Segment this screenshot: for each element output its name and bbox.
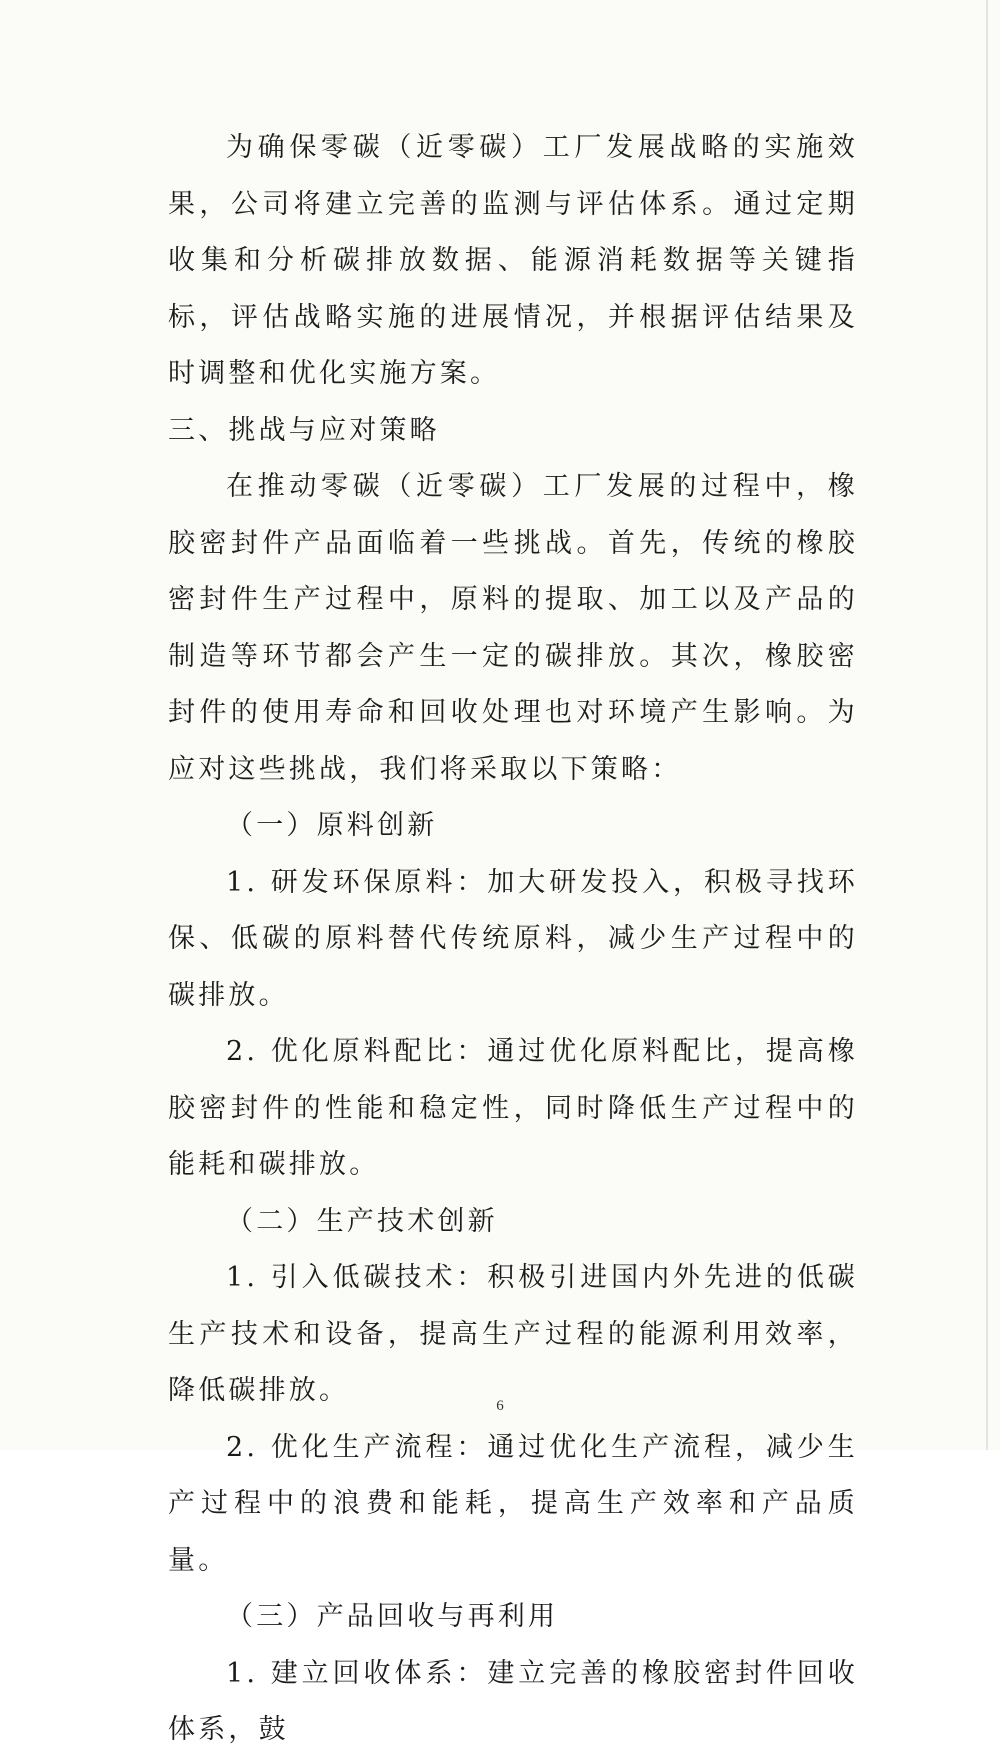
- paragraph-material-ratio: 2. 优化原料配比：通过优化原料配比，提高橡胶密封件的性能和稳定性，同时降低生产过程中的能耗和碳排放。: [168, 1036, 858, 1180]
- paragraph-low-carbon-tech: 1. 引入低碳技术：积极引进国内外先进的低碳生产技术和设备，提高生产过程的能源利用效率，降低碳排放。: [168, 1262, 858, 1406]
- paragraph-monitoring: 为确保零碳（近零碳）工厂发展战略的实施效果，公司将建立完善的监测与评估体系。通过定期收集和分析碳排放数据、能源消耗数据等关键指标，评估战略实施的进展情况，并根据评估结果及时调整和优化实施方案。: [168, 132, 858, 389]
- subheading-raw-material-innovation: （一）原料创新: [226, 810, 438, 841]
- paragraph-process-optimization: 2. 优化生产流程：通过优化生产流程，减少生产过程中的浪费和能耗，提高生产效率和产品质量。: [168, 1431, 858, 1576]
- document-body: [168, 120, 858, 1759]
- subheading-production-innovation: （二）生产技术创新: [226, 1205, 498, 1237]
- section-heading-challenges: 三、挑战与应对策略: [168, 414, 440, 446]
- paragraph-eco-materials: 1. 研发环保原料：加大研发投入，积极寻找环保、低碳的原料替代传统原料，减少生产过程中的碳排放。: [168, 866, 858, 1011]
- paragraph-challenges-intro: 在推动零碳（近零碳）工厂发展的过程中，橡胶密封件产品面临着一些挑战。首先，传统的橡胶密封件生产过程中，原料的提取、加工以及产品的制造等环节都会产生一定的碳排放。其次，橡胶密封件的使用寿命和回收处理也对环境产生影响。为应对这些挑战，我们将采取以下策略：: [168, 471, 858, 785]
- paragraph-recycling-system: 1. 建立回收体系：建立完善的橡胶密封件回收体系，鼓: [168, 1657, 858, 1745]
- page-number: 6: [496, 1398, 504, 1414]
- subheading-recycling: （三）产品回收与再利用: [226, 1601, 559, 1632]
